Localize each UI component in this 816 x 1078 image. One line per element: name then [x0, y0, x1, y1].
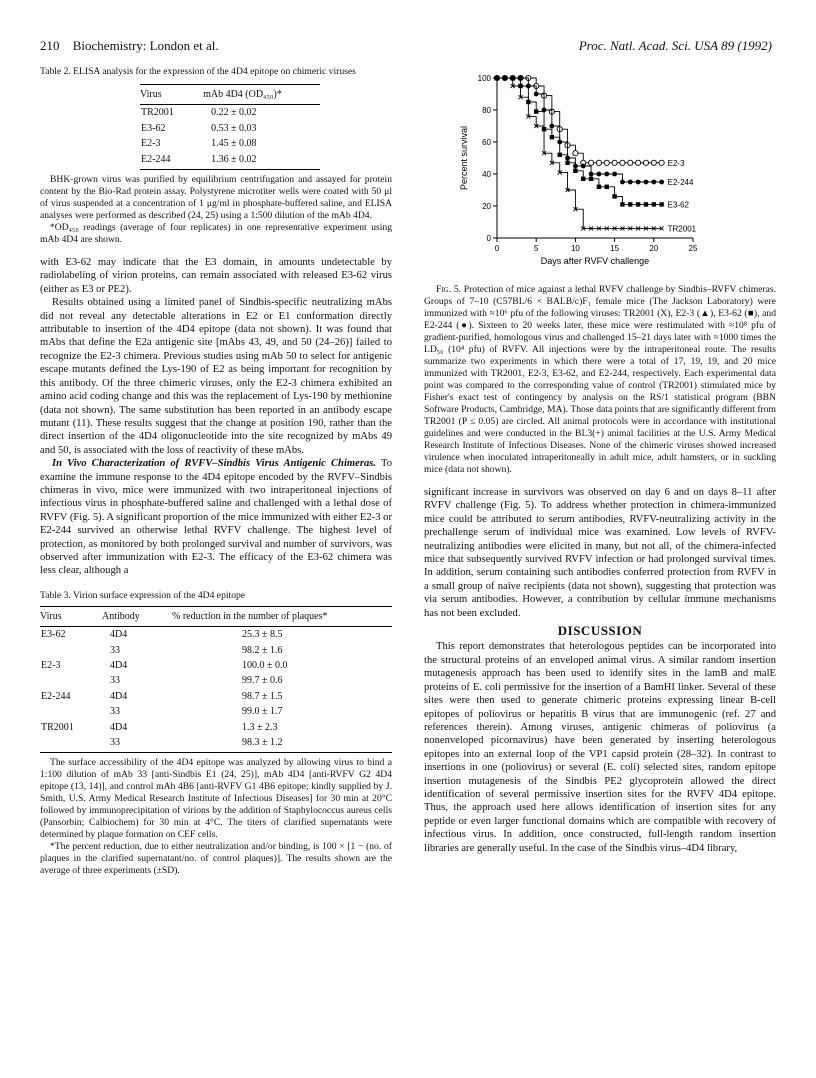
data-point-e3-62 — [581, 177, 585, 181]
left-column — [40, 66, 392, 877]
table-row — [40, 689, 392, 704]
figure5-label: Fig. 5. — [436, 284, 462, 295]
x-tick-label: 15 — [610, 244, 620, 253]
table2-cell-virus: E2-244 — [141, 153, 171, 165]
data-point-e2-244 — [612, 172, 617, 177]
data-point-e2-3 — [651, 160, 656, 165]
table3-cell-virus: TR2001 — [41, 721, 74, 733]
running-header-left — [40, 38, 219, 54]
table3-cell-virus — [40, 673, 102, 688]
x-tick-label: 10 — [570, 244, 580, 253]
right-column — [424, 284, 776, 855]
data-point-e2-3 — [659, 160, 664, 165]
table3-col-virus: Virus — [40, 610, 62, 622]
discussion-paragraph: This report demonstrates that heterologous peptides can be incorporated into the structural proteins of an enveloped animal virus. A similar random insertion mutagenesis approach has been used to identify sites in the lamB and malE proteins of E. coli permissive for the insertion of a BamHI linker. Several of these sites were then used to generate chimeric proteins expressing linear B-cell epitopes of poliovirus or hepatitis B virus that are immunogenic (ref. 27 and references therein). Among viruses, antigenic chimeras of poliovirus (a nonenveloped picornavirus) have been generated by inserting heterologous epitopes into an external loop of the VP1 capsid protein (28–32). In contrast to insertions in one (poliovirus) or several (E. coli) selected sites, random epitope insertion mutagenesis of the Sindbis PE2 glycoprotein allowed the direct identification of several permissive insertion sites for the RVFV 4D4 epitope. Thus, the approach used here allows identification of insertion sites for any peptide or even larger functional domains which are compatible with recovery of infectious virus. In addition, once constructed, full-length random insertion libraries are generally useful. In the case of the Sindbis virus–4D4 library, — [424, 641, 776, 854]
data-point-e2-244 — [636, 180, 641, 185]
table3-cell-antibody: 33 — [110, 675, 120, 687]
table2-cell-value: 0.53 ± 0.03 — [211, 122, 257, 134]
data-point-e3-62 — [558, 153, 562, 157]
table-row — [140, 105, 320, 121]
x-tick-label: 25 — [688, 244, 698, 253]
data-point-e2-3 — [596, 160, 601, 165]
y-tick-label: 60 — [482, 138, 491, 147]
left-paragraph-3 — [40, 457, 392, 578]
table3-cell-value: 1.3 ± 2.3 — [242, 721, 278, 733]
table3-cell-virus — [40, 704, 102, 719]
data-point-e3-62 — [652, 202, 656, 206]
series-line-e2-3 — [497, 78, 662, 163]
y-tick-label: 100 — [477, 74, 491, 83]
table2-footnote — [40, 174, 392, 246]
table2-footnote-star: *OD₄₅₀ readings (average of four replicates) in one representative experiment using mAb 4D4 are shown. — [40, 222, 392, 246]
table-row — [40, 704, 392, 719]
data-point-e2-244 — [659, 180, 664, 185]
left-paragraph-1: with E3-62 may indicate that the E3 domain, in amounts undetectable by radiolabeling of virion proteins, can remain associated with released E3-62 virus (either as E3 or PE2). — [40, 257, 392, 295]
table-row — [40, 673, 392, 688]
table-row — [40, 735, 392, 753]
table2-cell-virus: TR2001 — [141, 107, 174, 119]
y-tick-label: 20 — [482, 202, 491, 211]
table-row — [140, 152, 320, 170]
table-row — [40, 658, 392, 673]
figure5-caption — [424, 284, 776, 476]
table3-cell-value: 99.7 ± 0.6 — [242, 675, 283, 687]
left-body — [40, 256, 392, 578]
table2-title: Table 2. ELISA analysis for the expression of the 4D4 epitope on chimeric viruses — [40, 66, 356, 77]
data-point-e3-62 — [644, 202, 648, 206]
data-point-e2-244 — [604, 172, 609, 177]
table3-col-reduction: % reduction in the number of plaques* — [172, 610, 328, 622]
data-point-e3-62 — [612, 194, 616, 198]
right-paragraph-1: significant increase in survivors was observed on day 6 and on days 8–11 after RVFV challenge (Fig. 5). To address whether protection in chimera-immunized mice could be attributed to serum antibodies, RVFV-neutralizing activity in the prechallenge serum of individual mice was examined. Low levels of RVFV-neutralizing antibodies were elicited in many, but not all, of the chimera-infected mice that subsequently survived RVFV infection or had prolonged survival times. In addition, serum containing such antibodies conferred protection from RVFV in a small group of naive recipients (data not shown), suggesting that protection was via serum antibodies. However, a contribution by cellular immune mechanisms has not been excluded. — [424, 487, 776, 619]
x-tick-label: 5 — [533, 244, 539, 253]
left-paragraph-2: Results obtained using a limited panel of Sindbis-specific neutralizing mAbs did not reveal any detectable alterations in E2 or E1 conformation directly attributable to insertion of the 4D4 epitope (data not shown). It was found that mAbs that define the E2a antigenic site [mAbs 43, 49, and 50 (24–26)] failed to recognize the E2-3 chimera. Previous studies using mAb 50 to select for antigenic escape mutants defined the Lys-190 of E2 as being important for recognition by this antibody. Of the three chimeric viruses, only the E2-3 chimera exhibited an amino acid coding change and this was the replacement of Lys-190 by methionine (data not shown). The same substitution has been reported in an antibody escape mutant (11). These results suggest that the change at position 190, rather than the direct insertion of the 4D4 oligonucleotide into the site recognized by mAbs 49 and 50, is associated with the loss of reactivity of these mAbs. — [40, 297, 392, 456]
series-label-e2-244: E2-244 — [667, 178, 694, 187]
data-point-e3-62 — [636, 202, 640, 206]
table2-cell-value: 1.36 ± 0.02 — [211, 153, 257, 165]
data-point-e2-3 — [628, 160, 633, 165]
data-point-e3-62 — [659, 202, 663, 206]
invivo-body: To examine the immune response to the 4D4 epitope encoded by the RVFV–Sindbis chimeras in vivo, mice were immunized with two intraperitoneal injections of infectious virus in phosphate-buffered saline and challenged with a lethal dose of RVFV (Fig. 5). A significant proportion of the mice immunized with either E2-3 or E2-244 survived an otherwise lethal RVFV challenge. The highest level of protection, as monitored by both prolonged survival and number of survivors, was observed after immunization with E2-3. The efficacy of the E3-62 chimera was less clear, although a — [40, 458, 392, 577]
data-point-e2-3 — [604, 160, 609, 165]
running-title: Biochemistry: London et al. — [72, 38, 219, 53]
x-tick-label: 0 — [494, 244, 500, 253]
table3-cell-antibody: 33 — [110, 644, 120, 656]
data-point-e3-62 — [573, 169, 577, 173]
y-tick-label: 40 — [482, 170, 491, 179]
data-point-e2-244 — [589, 172, 594, 177]
data-point-e2-3 — [636, 160, 641, 165]
table3-title: Table 3. Virion surface expression of the 4D4 epitope — [40, 589, 246, 601]
table2 — [140, 84, 320, 170]
data-point-e3-62 — [589, 177, 593, 181]
figure5 — [455, 66, 725, 280]
page-number: 210 — [40, 38, 60, 53]
table3-cell-virus: E2-244 — [41, 690, 71, 702]
series-label-tr2001: TR2001 — [667, 224, 697, 234]
data-point-e2-244 — [628, 180, 633, 185]
data-point-e2-244 — [644, 180, 649, 185]
x-tick-label: 20 — [649, 244, 659, 253]
table2-footnote-text: BHK-grown virus was purified by equilibrium centrifugation and assayed for protein content by the Bio-Rad protein assay. Polystyrene microtiter wells were coated with 50 μl of virus suspended at a concentration of 1 μg/ml in phosphate-buffered saline, and ELISA analyses were performed as described (24, 25) using a 1:500 dilution of the mAb 4D4. — [40, 174, 392, 222]
table3 — [40, 606, 392, 754]
table3-cell-value: 25.3 ± 8.5 — [242, 629, 283, 641]
discussion-heading: DISCUSSION — [557, 623, 643, 639]
table3-cell-antibody: 4D4 — [110, 690, 128, 702]
data-point-e2-3 — [612, 160, 617, 165]
y-tick-label: 0 — [486, 234, 491, 243]
series-label-e2-3: E2-3 — [667, 158, 685, 168]
table3-cell-antibody: 4D4 — [110, 629, 128, 641]
journal-citation: Proc. Natl. Acad. Sci. USA 89 (1992) — [578, 38, 772, 53]
data-point-e2-3 — [620, 160, 625, 165]
table3-cell-virus — [40, 735, 102, 753]
table3-cell-antibody: 33 — [110, 706, 120, 718]
series-label-e3-62: E3-62 — [667, 200, 689, 210]
table-row — [140, 136, 320, 151]
table2-cell-value: 1.45 ± 0.08 — [211, 138, 257, 150]
table3-col-antibody: Antibody — [102, 610, 140, 622]
table2-cell-virus: E3-62 — [141, 122, 166, 134]
table2-cell-value: 0.22 ± 0.02 — [211, 107, 257, 119]
table3-cell-antibody: 4D4 — [110, 721, 128, 733]
data-point-e2-244 — [620, 180, 625, 185]
table3-footnote-text: The surface accessibility of the 4D4 epitope was analyzed by allowing virus to bind a 1:100 dilution of mAb 33 [anti-Sindbis E1 (24, 25)], mAb 4D4 [anti-RVFV G2 4D4 epitope (13, 14)], and control mAb 4B6 [anti-RVFV G1 4B6 epitope; kindly supplied by J. Smith, U.S. Army Medical Research Institute of Infectious Diseases] for 30 min at 20°C followed by immunoprecipitation of virions by the addition of Staphylococcus aureus cells (Pansorbin; Calbiochem) for 30 min at 4°C. The titers of clarified supernatants were determined by plaque formation on CEF cells. — [40, 757, 392, 841]
table3-cell-value: 98.2 ± 1.6 — [242, 644, 283, 656]
table-row — [40, 720, 392, 735]
y-tick-label: 80 — [482, 106, 491, 115]
table2-cell-virus: E2-3 — [141, 138, 161, 150]
data-point-e2-3 — [573, 151, 578, 156]
table-row — [40, 643, 392, 658]
survival-chart — [455, 66, 725, 280]
table3-footnote — [40, 757, 392, 877]
data-point-e3-62 — [605, 185, 609, 189]
figure5-caption-text: Protection of mice against a lethal RVFV challenge by Sindbis–RVFV chimeras. Groups of 7–10 (C57BL/6 × BALB/c)F₁ female mice (The Jackson Laboratory) were immunized with ≈10⁶ pfu of the following viruses: TR2001 (X), E2-3 (▲), E3-62 (■), and E2-244 (●). Sixteen to 20 weeks later, these mice were restimulated with ≈10⁸ pfu of gradient-purified, homologous virus and challenged 15–21 days later with ≈1000 times the LD₅₀ (10⁴ pfu) of RVFV. All injections were by the intraperitoneal route. The results summarize two experiments in which there were a total of 17, 19, 19, and 20 mice immunized with TR2001, E2-3, E3-62, and E2-244, respectively. Each experimental data point was compared to the corresponding value of control (TR2001) stimulated mice by Fisher's exact test of contingency by analysis on the RS/1 statistical program (BBN Software Products, Cambridge, MA). Those data points that are significantly different from TR2001 (P ≤ 0.05) are circled. All animal protocols were in accordance with institutional guidelines and were conducted in the BL3(+) animal facilities at the U.S. Army Medical Research Institute of Infectious Diseases. None of the chimeric viruses showed increased virulence when inoculated intraperitoneally in adult mice, adult hamsters, or in suckling mice (data not shown). — [424, 284, 776, 475]
table-row — [40, 627, 392, 643]
table3-cell-virus — [40, 643, 102, 658]
table3-footnote-star: *The percent reduction, due to either neutralization and/or binding, is 100 × [1 − (no. of plaques in the clarified supernatant/no. of control plaques)]. The results shown are the average of three experiments (±SD). — [40, 841, 392, 877]
data-point-e2-244 — [534, 92, 539, 97]
data-point-e2-244 — [581, 164, 586, 169]
invivo-heading: In Vivo Characterization of RVFV–Sindbis Virus Antigenic Chimeras. — [52, 458, 377, 470]
table2-col-mab: mAb 4D4 (OD₄₅₀)* — [203, 89, 282, 100]
data-point-e2-3 — [643, 160, 648, 165]
table3-cell-value: 99.0 ± 1.7 — [242, 706, 283, 718]
data-point-e3-62 — [534, 109, 538, 113]
table3-cell-antibody: 4D4 — [110, 660, 128, 671]
data-point-e2-3 — [588, 160, 593, 165]
table2-col-virus: Virus — [140, 89, 162, 100]
data-point-e3-62 — [628, 202, 632, 206]
table3-cell-antibody: 33 — [110, 737, 120, 749]
table3-cell-virus: E2-3 — [41, 660, 61, 671]
data-point-e3-62 — [620, 202, 624, 206]
table-row — [140, 121, 320, 136]
data-point-e2-244 — [651, 180, 656, 185]
series-line-e2-244 — [497, 78, 662, 182]
table3-cell-virus: E3-62 — [41, 629, 66, 641]
y-axis-label: Percent survival — [459, 125, 469, 191]
data-point-e2-244 — [597, 172, 602, 177]
data-point-e2-244 — [549, 124, 554, 129]
x-axis-label: Days after RVFV challenge — [540, 256, 650, 266]
table3-cell-value: 98.3 ± 1.2 — [242, 737, 283, 749]
data-point-e3-62 — [597, 185, 601, 189]
table3-cell-value: 98.7 ± 1.5 — [242, 690, 283, 702]
data-point-e3-62 — [550, 135, 554, 139]
right-body — [424, 486, 776, 855]
data-point-e3-62 — [565, 161, 569, 165]
table3-cell-value: 100.0 ± 0.0 — [242, 660, 288, 671]
